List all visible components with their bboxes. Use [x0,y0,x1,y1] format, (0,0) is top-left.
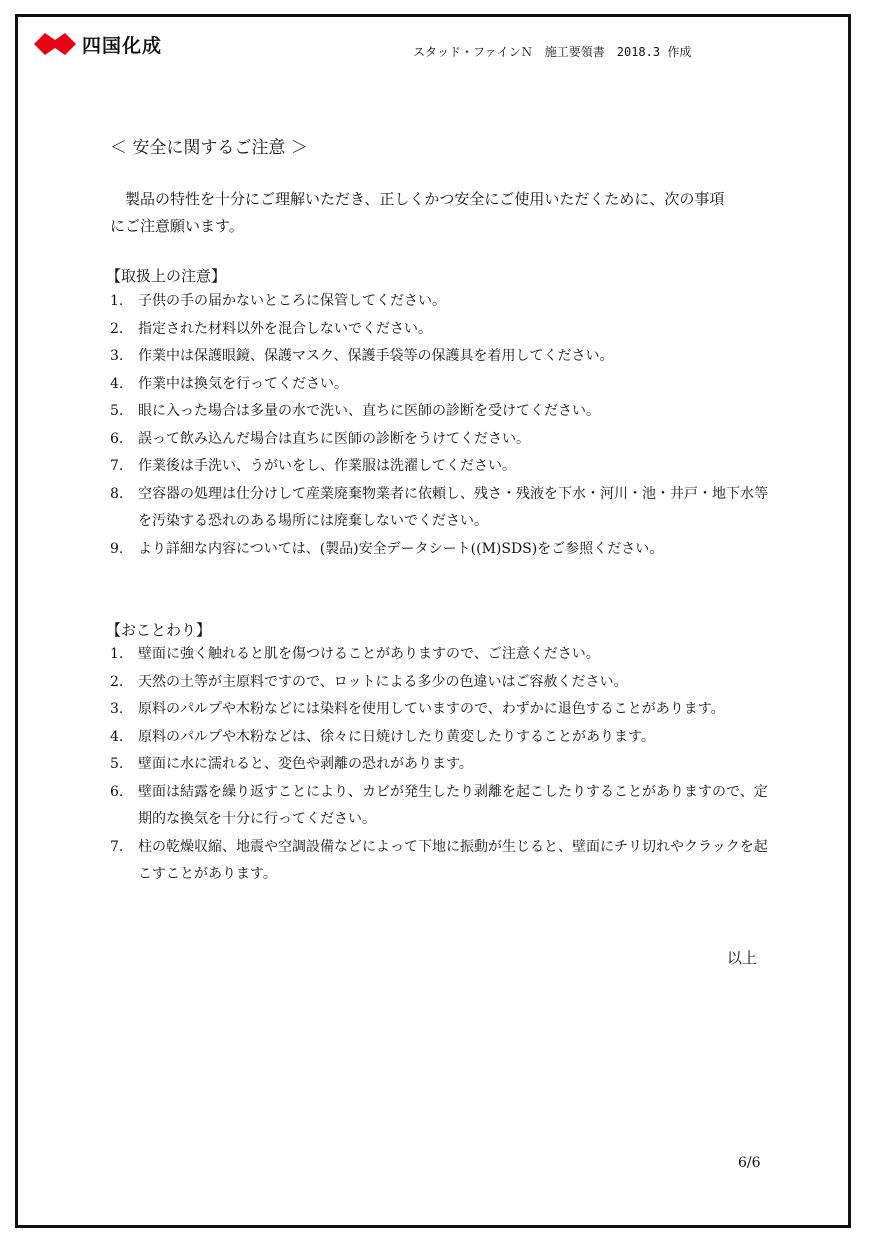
list-item [110,288,770,316]
item-text: 指定された材料以外を混合しないでください。 [138,320,432,337]
list-item [110,834,770,889]
item-text: 作業後は手洗い、うがいをし、作業服は洗濯してください。 [138,458,516,474]
item-number: 4. [110,728,124,745]
list-item [110,536,770,564]
item-text: 作業中は換気を行ってください。 [138,375,348,392]
intro-line: 製品の特性を十分にご理解いただき、正しくかつ安全にご使用いただくために、次の事項 [125,190,725,208]
item-text: 壁面は結露を繰り返すことにより、カビが発生したり剥離を起こしたりすることがありますので、定期的な換気を十分に行ってください。 [138,783,768,827]
item-text: 原料のパルプや木粉などは、徐々に日焼けしたり黄変したりすることがあります。 [138,728,655,745]
list-item [110,343,770,371]
item-number: 3. [110,701,124,717]
notice-heading: 【おことわり】 [106,621,212,639]
item-number: 6. [110,783,124,800]
list-item [110,453,770,481]
item-text: 作業中は保護眼鏡、保護マスク、保護手袋等の保護具を着用してください。 [138,348,614,364]
item-text: 壁面に水に濡れると、変色や剥離の恐れがあります。 [138,756,473,772]
item-number: 9. [110,540,124,557]
item-number: 7. [110,458,124,474]
item-text: より詳細な内容については、(製品)安全データシート((M)SDS)をご参照ください。 [138,540,664,557]
item-text: 柱の乾燥収縮、地震や空調設備などによって下地に振動が生じると、壁面にチリ切れやクラックを起こすことがあります。 [138,838,768,882]
company-logo [34,30,162,58]
handling-list [110,288,770,563]
document-info: スタッド・ファインＮ 施工要領書 2018.3 作成 [413,45,692,59]
item-text: 空容器の処理は仕分けして産業廃棄物業者に依頼し、残さ・残液を下水・河川・池・井戸・地下水等を汚染する恐れのある場所には廃棄しないでください。 [138,485,768,529]
item-number: 3. [110,348,124,364]
item-number: 6. [110,430,124,447]
list-item [110,316,770,344]
item-number: 2. [110,673,124,690]
item-text: 天然の土等が主原料ですので、ロットによる多少の色違いはご容赦ください。 [138,673,628,690]
item-number: 2. [110,320,124,337]
item-number: 5. [110,756,124,772]
logo-diamond-icon [34,31,76,57]
item-text: 原料のパルプや木粉などには染料を使用していますので、わずかに退色することがあります。 [138,701,725,717]
item-text: 誤って飲み込んだ場合は直ちに医師の診断をうけてください。 [138,430,530,447]
closing-text: 以上 [727,949,758,967]
intro-line: にご注意願います。 [110,217,244,235]
item-text: 子供の手の届かないところに保管してください。 [138,293,446,309]
item-number: 8. [110,485,124,502]
list-item [110,751,770,779]
item-text: 壁面に強く触れると肌を傷つけることがありますので、ご注意ください。 [138,646,600,662]
list-item [110,371,770,399]
list-item [110,779,770,834]
list-item [110,641,770,669]
logo-text: 四国化成 [82,34,163,57]
list-item [110,724,770,752]
page-title: ＜ 安全に関するご注意 ＞ [110,138,308,158]
item-number: 1. [110,293,124,309]
list-item [110,696,770,724]
item-number: 1. [110,646,124,662]
intro-paragraph [110,186,760,240]
item-number: 4. [110,375,124,392]
item-number: 5. [110,403,124,419]
list-item [110,398,770,426]
notice-list [110,641,770,889]
list-item [110,481,770,536]
list-item [110,426,770,454]
item-text: 眼に入った場合は多量の水で洗い、直ちに医師の診断を受けてください。 [138,403,600,419]
handling-heading: 【取扱上の注意】 [106,267,227,285]
page-number: 6/6 [738,1155,761,1171]
item-number: 7. [110,838,124,855]
list-item [110,669,770,697]
